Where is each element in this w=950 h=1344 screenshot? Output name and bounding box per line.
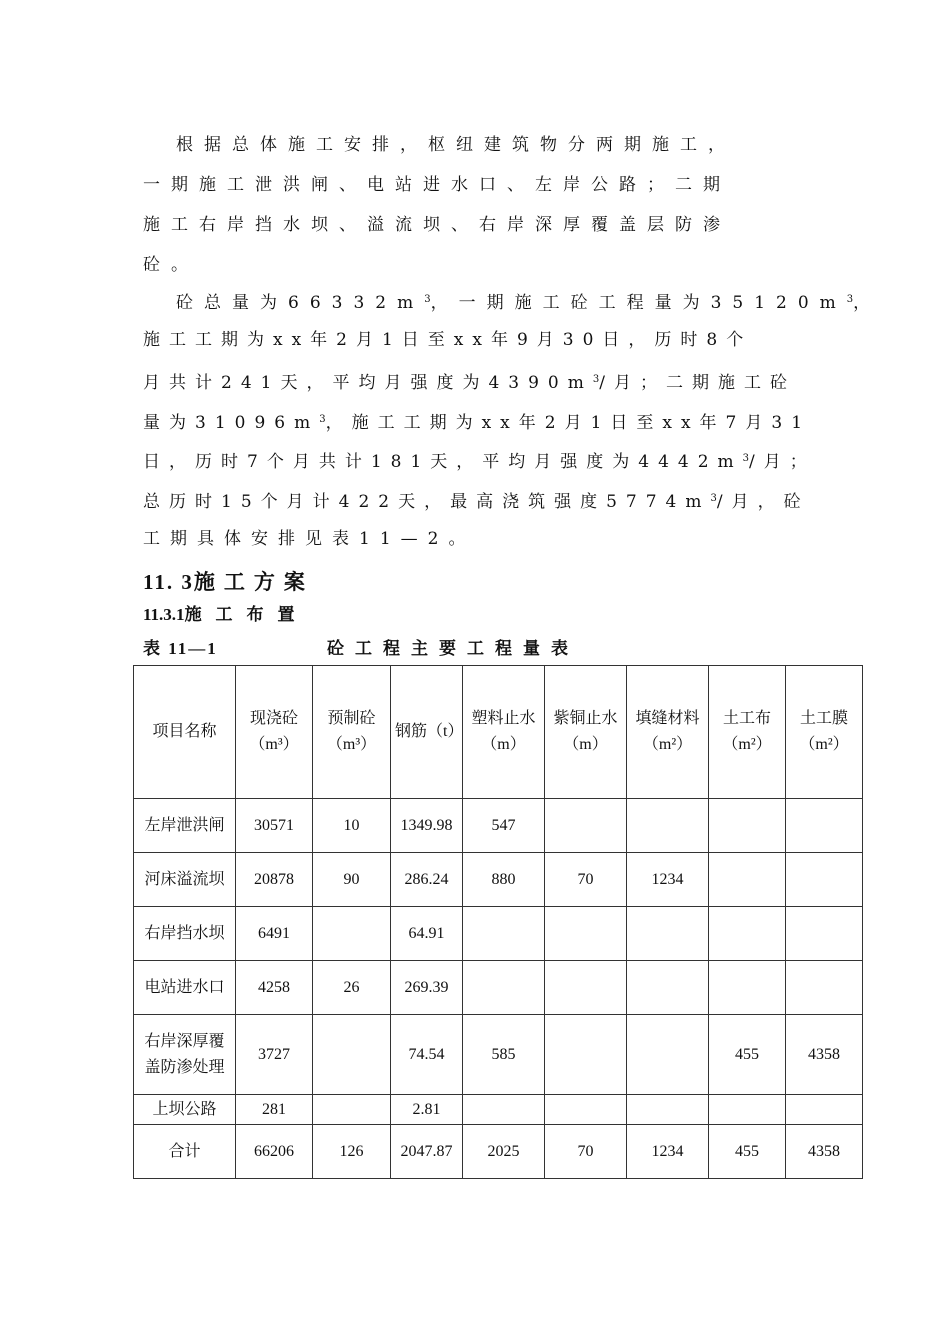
table-cell: 455 xyxy=(709,1015,786,1095)
table-cell: 30571 xyxy=(236,799,313,853)
table-cell xyxy=(709,1095,786,1125)
table-cell: 4258 xyxy=(236,961,313,1015)
table-cell: 880 xyxy=(463,853,545,907)
table-cell: 269.39 xyxy=(391,961,463,1015)
paragraph-1-line-3: 施工右岸挡水坝、溢流坝、右岸深厚覆盖层防渗 xyxy=(143,215,731,235)
table-cell xyxy=(627,907,709,961)
table-cell: 281 xyxy=(236,1095,313,1125)
table-cell: 6491 xyxy=(236,907,313,961)
table-cell: 64.91 xyxy=(391,907,463,961)
table-cell: 547 xyxy=(463,799,545,853)
paragraph-2-line-1: 砼总量为$66332m^3$，一期施工砼工程量为$35120m^3$， xyxy=(176,293,882,313)
table-header-cell: 塑料止水（m） xyxy=(463,666,545,799)
table-cell xyxy=(627,799,709,853)
table-row xyxy=(134,799,863,853)
table-cell: 1349.98 xyxy=(391,799,463,853)
table-header-cell: 土工膜（m²） xyxy=(786,666,863,799)
quantity-table xyxy=(133,665,863,1179)
table-cell xyxy=(545,961,627,1015)
table-total-row xyxy=(134,1125,863,1179)
paragraph-2-line-3: 月共计241天，平均月强度为$4390m^3/$月；二期施工砼 xyxy=(143,373,796,393)
table-cell: 电站进水口 xyxy=(134,961,236,1015)
table-cell: 20878 xyxy=(236,853,313,907)
table-cell: 2.81 xyxy=(391,1095,463,1125)
table-header-cell: 紫铜止水（m） xyxy=(545,666,627,799)
paragraph-1-line-1: 根据总体施工安排，枢纽建筑物分两期施工， xyxy=(176,135,736,155)
table-cell xyxy=(313,1015,391,1095)
table-cell xyxy=(786,907,863,961)
table-cell: 左岸泄洪闸 xyxy=(134,799,236,853)
table-header-cell: 预制砼（m³） xyxy=(313,666,391,799)
table-cell xyxy=(545,799,627,853)
table-cell xyxy=(627,1015,709,1095)
paragraph-2-line-5: 日，历时7个月共计181天，平均月强度为$4442m^3/$月； xyxy=(143,452,816,472)
table-cell xyxy=(463,907,545,961)
table-cell: 26 xyxy=(313,961,391,1015)
table-header-row xyxy=(134,666,863,799)
table-cell xyxy=(627,1095,709,1125)
table-cell: 上坝公路 xyxy=(134,1095,236,1125)
table-cell: 2025 xyxy=(463,1125,545,1179)
table-row xyxy=(134,907,863,961)
table-cell xyxy=(313,1095,391,1125)
table-header-cell: 钢筋（t） xyxy=(391,666,463,799)
table-cell xyxy=(709,907,786,961)
table-cell: 4358 xyxy=(786,1015,863,1095)
table-cell xyxy=(709,799,786,853)
table-cell: 10 xyxy=(313,799,391,853)
section-heading: 11. 3施工方案 xyxy=(143,570,314,594)
table-cell: 455 xyxy=(709,1125,786,1179)
table-cell xyxy=(786,853,863,907)
table-cell xyxy=(545,1095,627,1125)
table-cell xyxy=(786,1095,863,1125)
paragraph-2-line-2: 施工工期为xx年2月1日至xx年9月30日，历时8个 xyxy=(143,330,753,350)
table-header-cell: 项目名称 xyxy=(134,666,236,799)
table-cell: 河床溢流坝 xyxy=(134,853,236,907)
table-cell xyxy=(786,961,863,1015)
table-cell: 1234 xyxy=(627,1125,709,1179)
table-cell: 74.54 xyxy=(391,1015,463,1095)
paragraph-2-line-4: 量为$31096m^3$，施工工期为xx年2月1日至xx年7月31 xyxy=(143,413,812,433)
table-cell: 右岸深厚覆盖防渗处理 xyxy=(134,1015,236,1095)
table-cell xyxy=(545,1015,627,1095)
table-row xyxy=(134,1015,863,1095)
table-row xyxy=(134,853,863,907)
table-cell xyxy=(709,961,786,1015)
table-row xyxy=(134,961,863,1015)
table-cell: 66206 xyxy=(236,1125,313,1179)
table-cell: 126 xyxy=(313,1125,391,1179)
table-cell: 70 xyxy=(545,1125,627,1179)
paragraph-1-line-4: 砼。 xyxy=(143,255,199,275)
table-cell xyxy=(709,853,786,907)
table-cell xyxy=(313,907,391,961)
table-cell: 70 xyxy=(545,853,627,907)
table-header-cell: 现浇砼（m³） xyxy=(236,666,313,799)
table-cell: 286.24 xyxy=(391,853,463,907)
table-cell xyxy=(463,1095,545,1125)
table-cell xyxy=(545,907,627,961)
table-cell: 585 xyxy=(463,1015,545,1095)
table-cell: 4358 xyxy=(786,1125,863,1179)
paragraph-2-line-6: 总历时15个月计422天，最高浇筑强度$5774m^3/$月，砼 xyxy=(143,492,810,512)
subsection-heading: 11.3.1施工布置 xyxy=(143,605,309,624)
paragraph-2-line-7: 工期具体安排见表11—2。 xyxy=(143,529,476,549)
paragraph-1-line-2: 一期施工泄洪闸、电站进水口、左岸公路；二期 xyxy=(143,175,731,195)
table-cell: 1234 xyxy=(627,853,709,907)
table-cell: 合计 xyxy=(134,1125,236,1179)
table-cell: 90 xyxy=(313,853,391,907)
table-cell: 2047.87 xyxy=(391,1125,463,1179)
table-cell xyxy=(627,961,709,1015)
table-caption-title: 砼工程主要工程量表 xyxy=(327,639,579,658)
table-row xyxy=(134,1095,863,1125)
table-cell xyxy=(463,961,545,1015)
table-header-cell: 土工布（m²） xyxy=(709,666,786,799)
table-caption-number: 表 11—1 xyxy=(143,639,218,658)
table-cell: 3727 xyxy=(236,1015,313,1095)
table-cell xyxy=(786,799,863,853)
table-header-cell: 填缝材料（m²） xyxy=(627,666,709,799)
table-cell: 右岸挡水坝 xyxy=(134,907,236,961)
